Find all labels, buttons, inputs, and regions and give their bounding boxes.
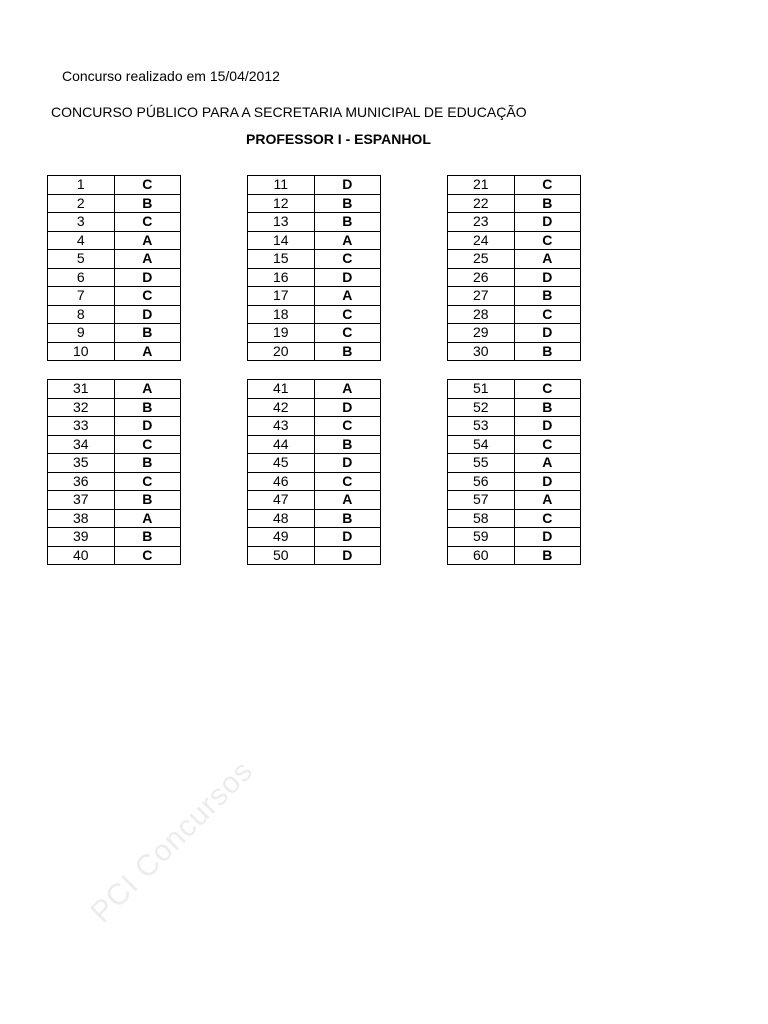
question-number: 9 [48, 324, 115, 343]
answer-letter: C [314, 250, 380, 269]
question-number: 52 [448, 398, 515, 417]
answer-letter: D [314, 546, 380, 565]
answer-letter: D [514, 324, 580, 343]
table-row [48, 509, 181, 528]
question-number: 53 [448, 417, 515, 436]
table-row [448, 417, 581, 436]
answer-letter: D [514, 472, 580, 491]
answer-letter: A [314, 491, 380, 510]
answer-letter: B [314, 342, 380, 361]
question-number: 20 [248, 342, 315, 361]
document-title: CONCURSO PÚBLICO PARA A SECRETARIA MUNICIPAL DE EDUCAÇÃO [51, 104, 527, 120]
question-number: 28 [448, 305, 515, 324]
question-number: 26 [448, 268, 515, 287]
question-number: 22 [448, 194, 515, 213]
question-number: 56 [448, 472, 515, 491]
answer-table-5 [247, 379, 381, 565]
answer-letter: C [114, 546, 180, 565]
table-row [248, 250, 381, 269]
answer-letter: D [514, 268, 580, 287]
question-number: 37 [48, 491, 115, 510]
answer-table-2 [247, 175, 381, 361]
answer-letter: D [514, 213, 580, 232]
question-number: 21 [448, 176, 515, 195]
answer-letter: C [114, 472, 180, 491]
table-row [48, 305, 181, 324]
table-row [48, 528, 181, 547]
table-row [48, 380, 181, 399]
answer-letter: C [114, 287, 180, 306]
answer-letter: D [314, 176, 380, 195]
table-row [48, 213, 181, 232]
answer-table-1 [47, 175, 181, 361]
question-number: 14 [248, 231, 315, 250]
watermark: PCI Concursos [84, 754, 260, 930]
answer-letter: B [114, 454, 180, 473]
table-row [448, 342, 581, 361]
answer-letter: A [114, 231, 180, 250]
table-row [448, 194, 581, 213]
question-number: 60 [448, 546, 515, 565]
question-number: 32 [48, 398, 115, 417]
table-row [448, 268, 581, 287]
table-row [248, 342, 381, 361]
question-number: 45 [248, 454, 315, 473]
question-number: 51 [448, 380, 515, 399]
question-number: 5 [48, 250, 115, 269]
answer-letter: B [114, 528, 180, 547]
question-number: 48 [248, 509, 315, 528]
table-row [248, 509, 381, 528]
question-number: 47 [248, 491, 315, 510]
question-number: 55 [448, 454, 515, 473]
answer-letter: A [314, 380, 380, 399]
answer-letter: C [314, 417, 380, 436]
table-row [48, 342, 181, 361]
answer-letter: B [514, 398, 580, 417]
answer-letter: C [114, 435, 180, 454]
answer-letter: B [314, 509, 380, 528]
table-row [248, 213, 381, 232]
question-number: 34 [48, 435, 115, 454]
answer-letter: C [514, 435, 580, 454]
table-row [48, 472, 181, 491]
question-number: 36 [48, 472, 115, 491]
table-row [448, 491, 581, 510]
table-row [48, 417, 181, 436]
table-row [248, 268, 381, 287]
answer-letter: D [514, 528, 580, 547]
question-number: 15 [248, 250, 315, 269]
answer-letter: A [514, 491, 580, 510]
table-row [448, 509, 581, 528]
table-row [248, 176, 381, 195]
table-row [248, 380, 381, 399]
answer-letter: D [114, 305, 180, 324]
table-row [448, 546, 581, 565]
table-row [248, 398, 381, 417]
question-number: 24 [448, 231, 515, 250]
table-row [48, 454, 181, 473]
answer-letter: D [314, 398, 380, 417]
answer-table-4 [47, 379, 181, 565]
answer-letter: A [114, 509, 180, 528]
question-number: 16 [248, 268, 315, 287]
table-row [448, 231, 581, 250]
table-row [248, 472, 381, 491]
question-number: 59 [448, 528, 515, 547]
date-line: Concurso realizado em 15/04/2012 [62, 68, 280, 84]
table-row [448, 176, 581, 195]
table-row [248, 491, 381, 510]
answer-letter: C [314, 472, 380, 491]
question-number: 8 [48, 305, 115, 324]
answer-letter: C [114, 176, 180, 195]
question-number: 3 [48, 213, 115, 232]
question-number: 6 [48, 268, 115, 287]
answer-letter: A [314, 231, 380, 250]
question-number: 30 [448, 342, 515, 361]
table-row [448, 213, 581, 232]
answer-letter: A [114, 250, 180, 269]
answer-letter: A [114, 342, 180, 361]
table-row [48, 324, 181, 343]
answer-letter: A [314, 287, 380, 306]
answer-letter: B [314, 194, 380, 213]
answer-letter: D [314, 528, 380, 547]
question-number: 13 [248, 213, 315, 232]
table-row [448, 435, 581, 454]
table-row [48, 398, 181, 417]
table-row [448, 528, 581, 547]
answer-letter: C [514, 231, 580, 250]
table-row [248, 454, 381, 473]
answer-letter: C [314, 305, 380, 324]
document-subtitle: PROFESSOR I - ESPANHOL [246, 131, 431, 147]
table-row [448, 380, 581, 399]
table-row [48, 231, 181, 250]
table-row [48, 491, 181, 510]
question-number: 39 [48, 528, 115, 547]
answer-letter: D [114, 268, 180, 287]
answer-letter: A [514, 454, 580, 473]
question-number: 25 [448, 250, 515, 269]
question-number: 18 [248, 305, 315, 324]
question-number: 38 [48, 509, 115, 528]
table-row [248, 546, 381, 565]
answer-letter: B [514, 546, 580, 565]
question-number: 57 [448, 491, 515, 510]
question-number: 41 [248, 380, 315, 399]
table-row [248, 231, 381, 250]
question-number: 10 [48, 342, 115, 361]
table-row [248, 287, 381, 306]
table-row [48, 176, 181, 195]
table-row [448, 324, 581, 343]
question-number: 29 [448, 324, 515, 343]
table-row [48, 435, 181, 454]
answer-table-3 [447, 175, 581, 361]
answer-letter: B [114, 194, 180, 213]
question-number: 11 [248, 176, 315, 195]
answer-letter: B [514, 342, 580, 361]
table-row [448, 305, 581, 324]
answer-letter: D [314, 454, 380, 473]
answer-letter: B [314, 213, 380, 232]
question-number: 42 [248, 398, 315, 417]
answer-letter: C [114, 213, 180, 232]
question-number: 49 [248, 528, 315, 547]
table-row [448, 287, 581, 306]
question-number: 1 [48, 176, 115, 195]
question-number: 19 [248, 324, 315, 343]
answer-letter: A [114, 380, 180, 399]
table-row [48, 268, 181, 287]
table-row [248, 435, 381, 454]
table-row [248, 324, 381, 343]
question-number: 27 [448, 287, 515, 306]
answer-letter: C [514, 380, 580, 399]
answer-letter: C [514, 509, 580, 528]
answer-letter: D [314, 268, 380, 287]
question-number: 54 [448, 435, 515, 454]
answer-letter: B [314, 435, 380, 454]
answer-letter: C [314, 324, 380, 343]
answer-letter: D [514, 417, 580, 436]
answer-letter: B [514, 287, 580, 306]
table-row [248, 528, 381, 547]
table-row [248, 305, 381, 324]
answer-letter: B [114, 324, 180, 343]
question-number: 2 [48, 194, 115, 213]
question-number: 40 [48, 546, 115, 565]
answer-table-6 [447, 379, 581, 565]
question-number: 33 [48, 417, 115, 436]
table-row [48, 250, 181, 269]
table-row [248, 194, 381, 213]
table-row [448, 398, 581, 417]
answer-letter: B [114, 398, 180, 417]
table-row [248, 417, 381, 436]
question-number: 23 [448, 213, 515, 232]
answer-letter: B [114, 491, 180, 510]
question-number: 17 [248, 287, 315, 306]
question-number: 58 [448, 509, 515, 528]
question-number: 46 [248, 472, 315, 491]
answer-letter: C [514, 305, 580, 324]
question-number: 44 [248, 435, 315, 454]
answer-letter: C [514, 176, 580, 195]
question-number: 12 [248, 194, 315, 213]
table-row [48, 287, 181, 306]
answer-letter: A [514, 250, 580, 269]
question-number: 4 [48, 231, 115, 250]
question-number: 7 [48, 287, 115, 306]
answer-letter: B [514, 194, 580, 213]
table-row [448, 472, 581, 491]
question-number: 35 [48, 454, 115, 473]
table-row [448, 454, 581, 473]
table-row [48, 194, 181, 213]
question-number: 43 [248, 417, 315, 436]
question-number: 50 [248, 546, 315, 565]
question-number: 31 [48, 380, 115, 399]
answer-letter: D [114, 417, 180, 436]
table-row [48, 546, 181, 565]
table-row [448, 250, 581, 269]
